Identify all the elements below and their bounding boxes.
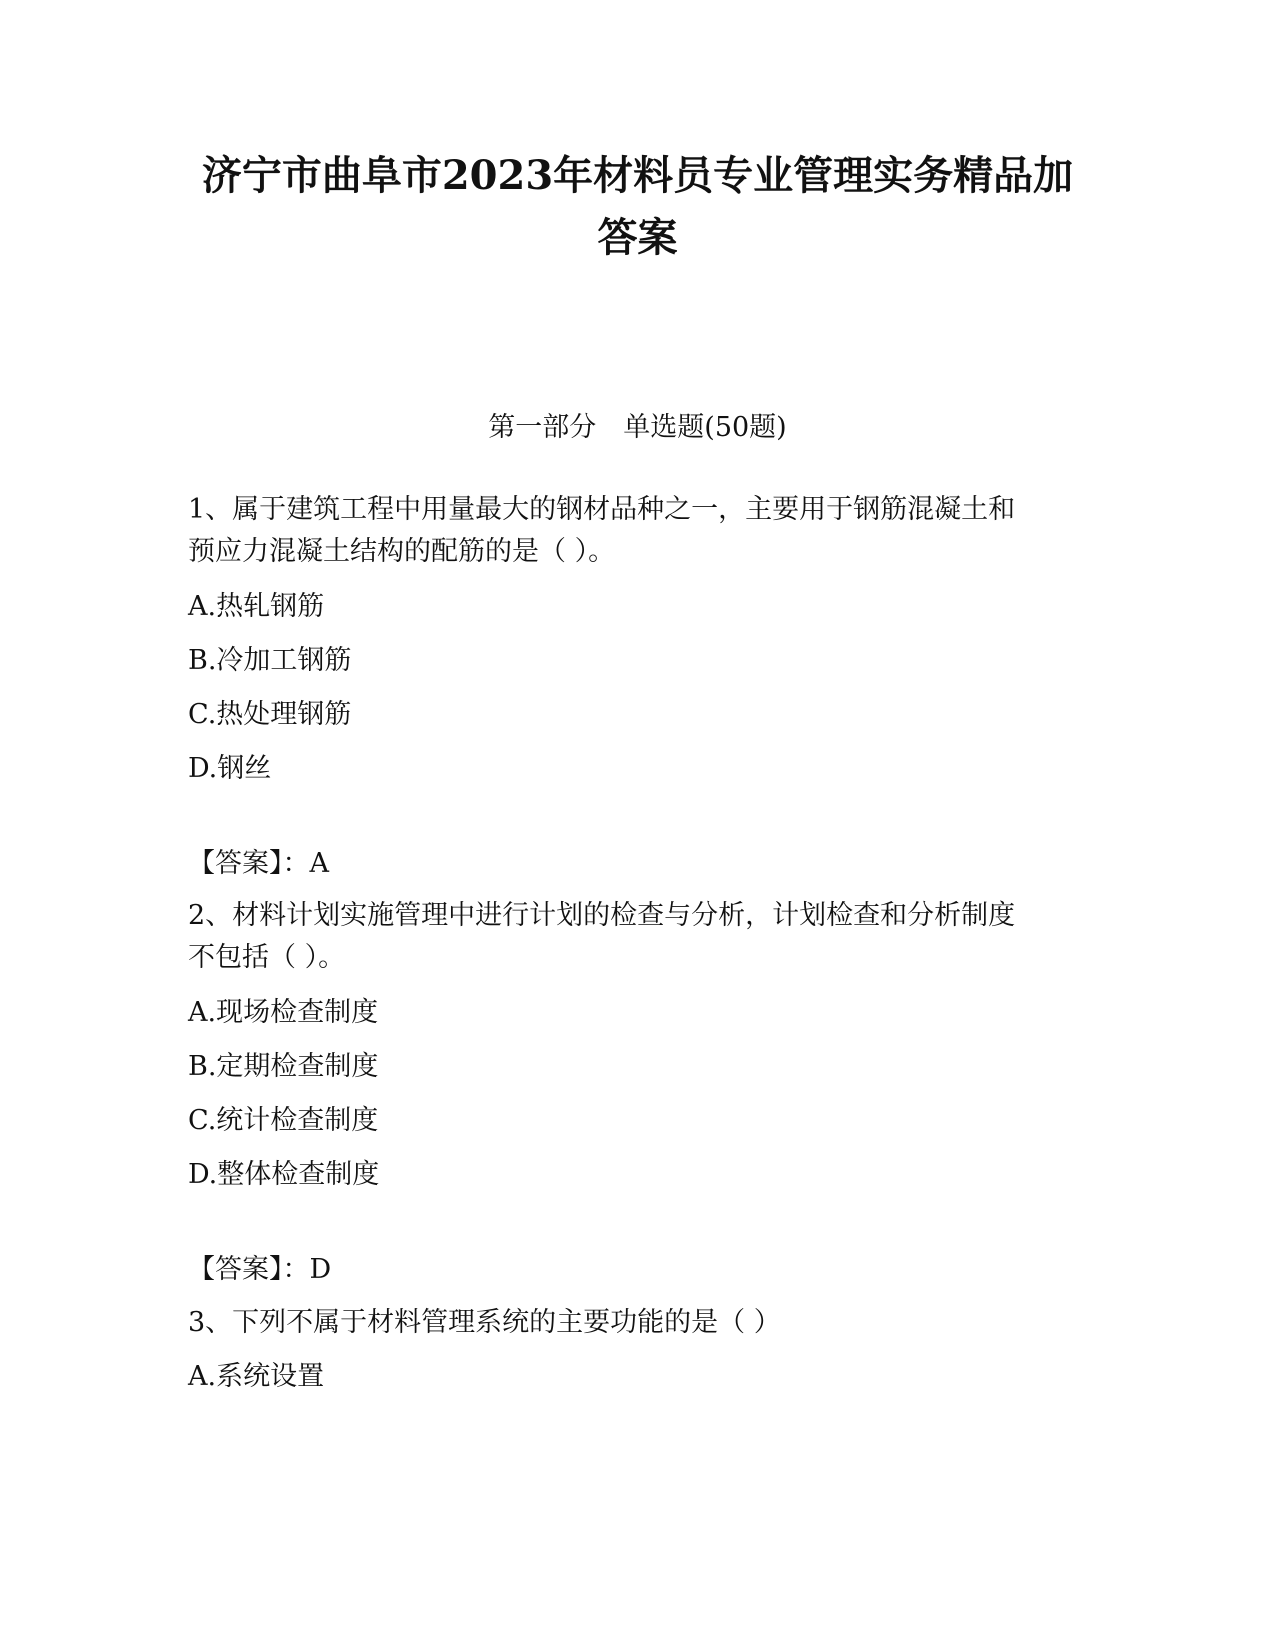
question-2-stem-line-1: 2、材料计划实施管理中进行计划的检查与分析，计划检查和分析制度: [188, 900, 1016, 931]
question-2-option-d: D.整体检查制度: [188, 1159, 380, 1190]
question-1-option-b: B.冷加工钢筋: [188, 645, 352, 676]
question-1-stem-line-2: 预应力混凝土结构的配筋的是（ ）。: [188, 536, 616, 567]
question-3-stem-line-1: 3、下列不属于材料管理系统的主要功能的是（ ）: [188, 1307, 781, 1338]
question-2-stem-line-2: 不包括（ ）。: [188, 942, 346, 973]
question-2-option-a: A.现场检查制度: [188, 997, 379, 1028]
question-2-option-c: C.统计检查制度: [188, 1105, 379, 1136]
document-title-line-2: 答案: [597, 214, 678, 261]
question-1-option-d: D.钢丝: [188, 753, 272, 784]
question-2-option-b: B.定期检查制度: [188, 1051, 379, 1082]
question-1-option-c: C.热处理钢筋: [188, 699, 352, 730]
question-1-answer: 【答案】：A: [188, 848, 329, 879]
question-2-answer: 【答案】：D: [188, 1254, 332, 1285]
question-1-option-a: A.热轧钢筋: [188, 591, 325, 622]
section-heading: 第一部分 单选题(50题): [488, 412, 787, 443]
question-1-stem-line-1: 1、属于建筑工程中用量最大的钢材品种之一，主要用于钢筋混凝土和: [188, 494, 1016, 525]
document-title-line-1: 济宁市曲阜市2023年材料员专业管理实务精品加: [201, 152, 1074, 199]
question-3-option-a: A.系统设置: [188, 1361, 325, 1392]
